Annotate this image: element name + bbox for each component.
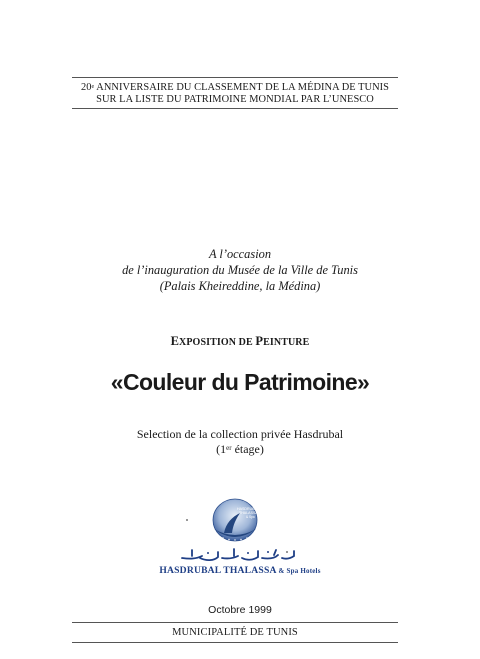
footer-top-rule xyxy=(72,622,398,623)
occasion-line-3: (Palais Kheireddine, la Médina) xyxy=(159,279,321,293)
hotel-brand-name: HASDRUBAL THALASSA & Spa Hotels xyxy=(159,565,321,576)
exhibition-date: Octobre 1999 xyxy=(208,604,272,616)
header-line-2: SUR LA LISTE DU PATRIMOINE MONDIAL PAR L’UNESCO xyxy=(96,94,374,105)
occasion-line-1: A l’occasion xyxy=(208,247,272,261)
seahorse-icon xyxy=(206,497,264,547)
arabic-calligraphy-logo xyxy=(178,546,298,564)
header-ordinal-sup: e xyxy=(91,84,95,90)
footer-bottom-rule xyxy=(72,642,398,643)
occasion-block xyxy=(60,246,420,294)
selection-line-2: (1er étage) xyxy=(216,442,264,456)
print-speck xyxy=(286,551,288,553)
logo-text-2: THALASSA xyxy=(239,511,258,515)
exposition-heading: EXPOSITION DE PEINTURE xyxy=(170,334,310,348)
header-bottom-rule xyxy=(72,108,398,109)
header-top-rule xyxy=(72,77,398,78)
occasion-line-2: de l’inauguration du Musée de la Ville de Tunis xyxy=(122,263,358,277)
header-line-1: 20e ANNIVERSAIRE DU CLASSEMENT DE LA MÉDINA DE TUNIS xyxy=(81,82,389,93)
municipality-footer: MUNICIPALITÉ DE TUNIS xyxy=(172,627,298,638)
anniversary-header xyxy=(72,82,398,106)
exhibition-title: «Couleur du Patrimoine» xyxy=(110,369,370,395)
selection-block xyxy=(60,427,420,457)
floor-ordinal-sup: er xyxy=(226,444,232,452)
logo-text-1: HASDRUBAL xyxy=(237,507,259,511)
logo-text-3: & Spa xyxy=(246,515,255,519)
print-speck xyxy=(186,519,188,521)
selection-line-1: Selection de la collection privée Hasdrubal xyxy=(136,427,344,441)
